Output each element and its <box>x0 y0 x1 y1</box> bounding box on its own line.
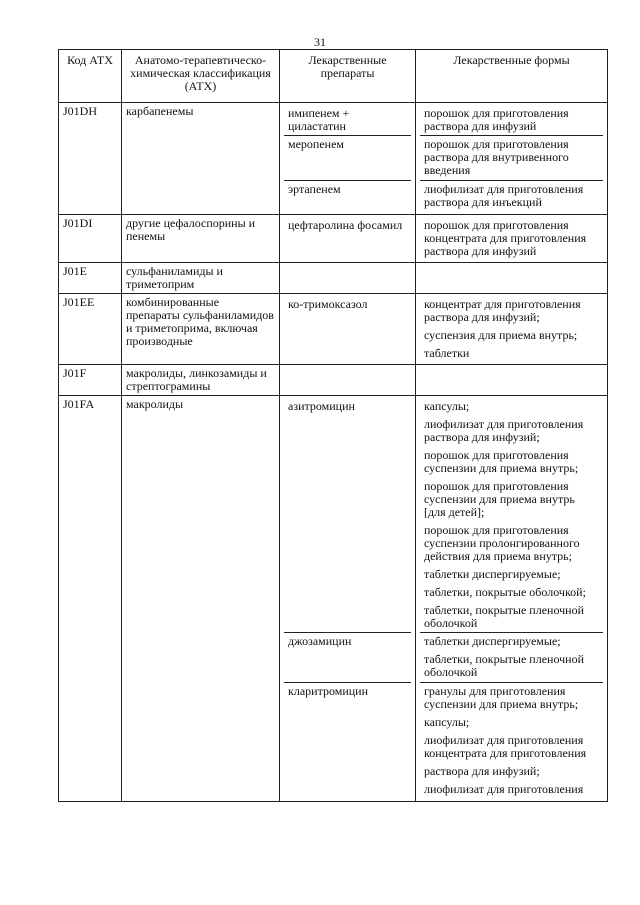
form-item: таблетки, покрытые пленочной оболочкой <box>424 652 585 679</box>
drug-cell <box>280 263 416 294</box>
atc-class-cell: макролиды <box>122 396 280 802</box>
drug-name: ко-тримоксазол <box>288 297 368 311</box>
form-item: гранулы для приготовления суспензии для приема внутрь; <box>424 684 579 711</box>
form-item: раствора для инфузий; <box>424 764 540 778</box>
form-item: концентрат для приготовления раствора для инфузий; <box>424 297 581 324</box>
atc-code-cell: J01E <box>59 263 122 294</box>
forms-list <box>420 682 603 799</box>
drug-name <box>284 367 411 371</box>
drug-name: азитромицин <box>288 399 355 413</box>
atc-code-cell: J01EE <box>59 294 122 365</box>
atc-code-cell: J01DH <box>59 103 122 215</box>
header-atc-class: Анатомо-терапевтическо-химическая классификация (АТХ) <box>122 50 280 103</box>
forms-list <box>420 398 603 632</box>
form-item: лиофилизат для приготовления раствора для инфузий; <box>424 417 584 444</box>
form-item: порошок для приготовления суспензии для приема внутрь; <box>424 448 579 475</box>
form-item: порошок для приготовления раствора для внутривенного введения <box>424 137 569 177</box>
forms-cell <box>416 396 608 802</box>
drug-cell <box>280 215 416 263</box>
form-item: капсулы; <box>424 399 470 413</box>
forms-list <box>420 180 603 212</box>
header-drugs: Лекарственные препараты <box>280 50 416 103</box>
form-item: капсулы; <box>424 715 470 729</box>
drug-name: эртапенем <box>284 180 411 212</box>
forms-cell <box>416 365 608 396</box>
table-row <box>59 365 608 396</box>
drug-name <box>284 265 411 269</box>
atc-class-cell: карбапенемы <box>122 103 280 215</box>
form-item: таблетки диспергируемые; <box>424 634 561 648</box>
forms-list <box>420 265 603 269</box>
forms-list <box>420 367 603 371</box>
atc-code-cell: J01F <box>59 365 122 396</box>
drug-name: меропенем <box>284 135 411 180</box>
atc-class-cell: комбинированные препараты сульфаниламидов и триметоприма, включая производные <box>122 294 280 365</box>
form-item: порошок для приготовления концентрата для приготовления раствора для инфузий <box>424 218 587 258</box>
form-item: порошок для приготовления суспензии для приема внутрь [для детей]; <box>424 479 575 519</box>
forms-cell <box>416 263 608 294</box>
form-item: лиофилизат для приготовления <box>424 782 584 796</box>
drug-name: цефтаролина фосамил <box>288 218 403 232</box>
form-item: лиофилизат для приготовления концентрата для приготовления <box>424 733 587 760</box>
table-row <box>59 215 608 263</box>
atc-class-cell: другие цефалоспорины и пенемы <box>122 215 280 263</box>
form-item: порошок для приготовления раствора для инфузий <box>424 106 569 133</box>
form-item: таблетки, покрытые пленочной оболочкой <box>424 603 585 630</box>
form-item: суспензия для приема внутрь; <box>424 328 578 342</box>
atc-table <box>58 49 608 802</box>
table-row <box>59 103 608 215</box>
drug-cell <box>280 103 416 215</box>
form-item: таблетки, покрытые оболочкой; <box>424 585 586 599</box>
drug-name: имипенем + циластатин <box>288 106 350 133</box>
form-item: таблетки диспергируемые; <box>424 567 561 581</box>
drug-cell <box>280 294 416 365</box>
form-item: таблетки <box>424 346 470 360</box>
forms-list <box>420 632 603 682</box>
forms-cell <box>416 103 608 215</box>
form-item: порошок для приготовления суспензии пролонгированного действия для приема внутрь; <box>424 523 580 563</box>
page-number: 31 <box>314 35 326 49</box>
atc-class-cell: сульфаниламиды и триметоприм <box>122 263 280 294</box>
drug-name: кларитромицин <box>284 682 411 799</box>
table-row <box>59 294 608 365</box>
forms-list <box>420 135 603 180</box>
forms-list <box>420 217 603 260</box>
drug-cell <box>280 396 416 802</box>
drug-name: джозамицин <box>284 632 411 682</box>
table-header-row <box>59 50 608 103</box>
forms-list <box>420 296 603 362</box>
header-atc-code: Код АТХ <box>59 50 122 103</box>
table-row <box>59 396 608 802</box>
form-item: лиофилизат для приготовления раствора для инъекций <box>424 182 584 209</box>
forms-cell <box>416 215 608 263</box>
forms-cell <box>416 294 608 365</box>
atc-code-cell: J01DI <box>59 215 122 263</box>
forms-list <box>420 105 603 135</box>
drug-cell <box>280 365 416 396</box>
header-forms: Лекарственные формы <box>416 50 608 103</box>
atc-code-cell: J01FA <box>59 396 122 802</box>
table-body <box>59 103 608 802</box>
atc-class-cell: макролиды, линкозамиды и стрептограмины <box>122 365 280 396</box>
table-row <box>59 263 608 294</box>
